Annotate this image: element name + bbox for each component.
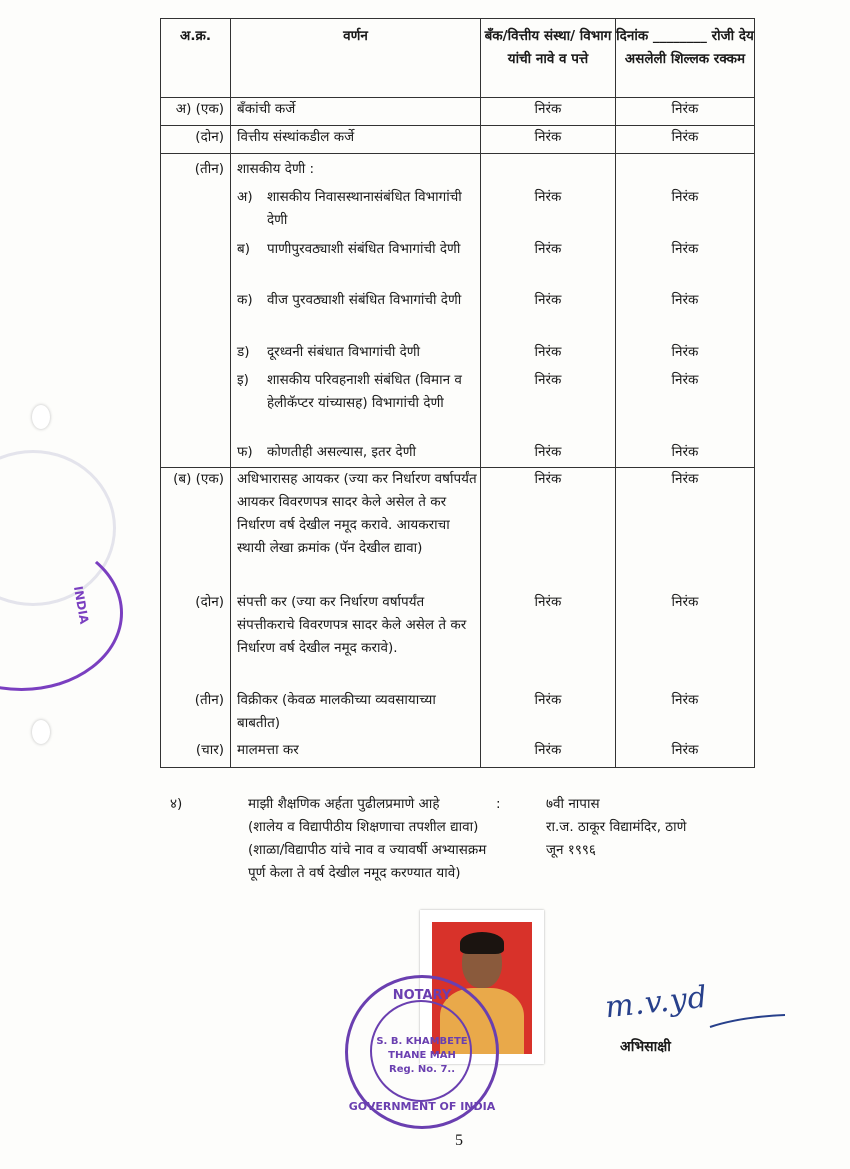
- sub-item-text: शासकीय निवासस्थानासंबंधित विभागांची देणी: [267, 188, 462, 228]
- value-cell: निरंक: [481, 689, 616, 739]
- sub-item-letter: ब): [237, 240, 250, 257]
- value-cell: निरंक: [616, 369, 755, 441]
- table-sub-row: [161, 238, 755, 289]
- sub-item-text: दूरध्वनी संबंधात विभागांची देणी: [267, 343, 421, 360]
- sub-item-text: पाणीपुरवठ्याशी संबंधित विभागांची देणी: [267, 240, 461, 257]
- table-row: [161, 689, 755, 739]
- sub-item-text: वीज पुरवठ्याशी संबंधित विभागांची देणी: [267, 291, 462, 308]
- sub-item-letter: क): [237, 291, 253, 308]
- row-number: (दोन): [161, 591, 231, 689]
- document-page: INDIA अ.क्र. वर्णन बँक/वित्तीय संस्था/ विभाग यांची नावे व पत्ते दिनांक ________ रोजी देय असलेली शिल्लक रक्कम अ) (एक) बँकांची कर्जे निरंक निरंक (दोन) वित्तीय संस्थांकडील कर्जे निरंक निरंक (तीन) शासकीय देणी : अ) शासकीय निवासस्थानासंबंधित विभागांची देणी निरंक निरंक ब) पाणीपुरवठ्याशी संबंधित विभागांची देणी निरंक निरंक क) वीज पुरवठ्याशी संबंधित विभागांची देणी निरंक निरंक ड) दूरध्वनी संबंधात विभागांची देणी निरंक निरंक इ) शासकीय परिवहनाशी संबंधित (विमान व हेलीकॅप्टर यांच्यासह) विभागांची देणी निरंक निरंक फ) कोणतीही असल्यास, इतर देणी निरंक निरंक (ब) (एक) अधिभारासह आयकर (ज्या कर निर्धारण वर्षापर्यंत आयकर विवरणपत्र सादर केले असेल ते कर निर्धारण वर्ष देखील नमूद करावे. आयकराचा स्थायी लेखा क्रमांक (पॅन देखील द्यावा) निरंक निरंक (दोन) संपत्ती कर (ज्या कर निर्धारण वर्षापर्यंत संपत्तीकराचे विवरणपत्र सादर केले असेल ते कर निर्धारण वर्ष देखील नमूद करावे). निरंक निरंक (तीन) विक्रीकर (केवळ मालकीच्या व्यवसायाच्या बाबतीत) निरंक निरंक (चार) मालमत्ता कर निरंक निरंक ४) माझी शैक्षणिक अर्हता पुढीलप्रमाणे आहे (शालेय व विद्यापीठीय शिक्षणाचा तपशील द्यावा) (शाळा/विद्यापीठ यांचे नाव व ज्यावर्षी अभ्यासक्रम पूर्ण केला ते वर्ष देखील नमूद करण्यात यावे) : ७वी नापास रा.ज. ठाकूर विद्यामंदिर, ठाणे जून १९९६ NOTARY S. B. KHAMBETE THANE MAH Reg. No. 7.. GOVERNMENT OF INDIA m.v.yd अभिसाक्षी 5: [0, 0, 850, 1169]
- row-description: संपत्ती कर (ज्या कर निर्धारण वर्षापर्यंत संपत्तीकराचे विवरणपत्र सादर केले असेल ते कर निर्धारण वर्ष देखील नमूद करावे).: [231, 591, 481, 689]
- signature-flourish: [600, 1005, 790, 1035]
- liabilities-table: [160, 18, 755, 768]
- left-stamp: INDIA: [0, 535, 123, 691]
- table-row: (दोन) वित्तीय संस्थांकडील कर्जे निरंक निरंक: [161, 126, 755, 154]
- value-cell: निरंक: [481, 289, 616, 341]
- value-cell: निरंक: [616, 186, 755, 238]
- table-sub-row: [161, 369, 755, 441]
- row-description: विक्रीकर (केवळ मालकीच्या व्यवसायाच्या बाबतीत): [231, 689, 481, 739]
- value-cell: निरंक: [616, 238, 755, 289]
- value-cell: निरंक: [481, 186, 616, 238]
- row-description: मालमत्ता कर: [231, 739, 481, 768]
- sub-item-letter: ड): [237, 343, 250, 360]
- value-cell: निरंक: [481, 341, 616, 369]
- row-number: (चार): [161, 739, 231, 768]
- value-cell: निरंक: [616, 689, 755, 739]
- row-description: अधिभारासह आयकर (ज्या कर निर्धारण वर्षापर्यंत आयकर विवरणपत्र सादर केले असेल ते कर निर्धारण वर्ष देखील नमूद करावे. आयकराचा स्थायी लेखा क्रमांक (पॅन देखील द्यावा): [231, 468, 481, 591]
- value-cell: निरंक: [616, 591, 755, 689]
- value-cell: निरंक: [481, 591, 616, 689]
- punch-hole: [32, 405, 50, 429]
- table-row: [161, 739, 755, 768]
- row-number: (ब) (एक): [161, 468, 231, 591]
- row-number: (तीन): [161, 689, 231, 739]
- page-number: 5: [455, 1132, 463, 1149]
- table-row: [161, 591, 755, 689]
- sub-item-letter: अ): [237, 188, 253, 205]
- punch-hole: [32, 720, 50, 744]
- table-sub-row: [161, 186, 755, 238]
- value-cell: निरंक: [616, 468, 755, 591]
- notary-stamp: NOTARY S. B. KHAMBETE THANE MAH Reg. No. 7.. GOVERNMENT OF INDIA: [345, 975, 499, 1129]
- value-cell: निरंक: [481, 441, 616, 468]
- value-cell: निरंक: [616, 739, 755, 768]
- value-cell: निरंक: [616, 441, 755, 468]
- table-sub-row: [161, 341, 755, 369]
- sub-item-text: शासकीय परिवहनाशी संबंधित (विमान व हेलीकॅप्टर यांच्यासह) विभागांची देणी: [267, 371, 462, 411]
- value-cell: निरंक: [616, 289, 755, 341]
- sub-item-text: कोणतीही असल्यास, इतर देणी: [267, 443, 416, 460]
- table-row: अ) (एक) बँकांची कर्जे निरंक निरंक: [161, 98, 755, 126]
- table-row: [161, 468, 755, 591]
- table-row: (तीन) शासकीय देणी :: [161, 154, 755, 186]
- table-sub-row: [161, 289, 755, 341]
- value-cell: निरंक: [481, 468, 616, 591]
- value-cell: निरंक: [481, 369, 616, 441]
- signature-label: अभिसाक्षी: [620, 1039, 671, 1055]
- table-header: अ.क्र. वर्णन बँक/वित्तीय संस्था/ विभाग यांची नावे व पत्ते दिनांक ________ रोजी देय असलेली शिल्लक रक्कम: [161, 19, 755, 98]
- value-cell: निरंक: [616, 341, 755, 369]
- value-cell: निरंक: [481, 238, 616, 289]
- table-sub-row: [161, 441, 755, 468]
- sub-item-letter: इ): [237, 371, 249, 388]
- sub-item-letter: फ): [237, 443, 253, 460]
- value-cell: निरंक: [481, 739, 616, 768]
- signature: m.v.yd: [603, 979, 710, 1026]
